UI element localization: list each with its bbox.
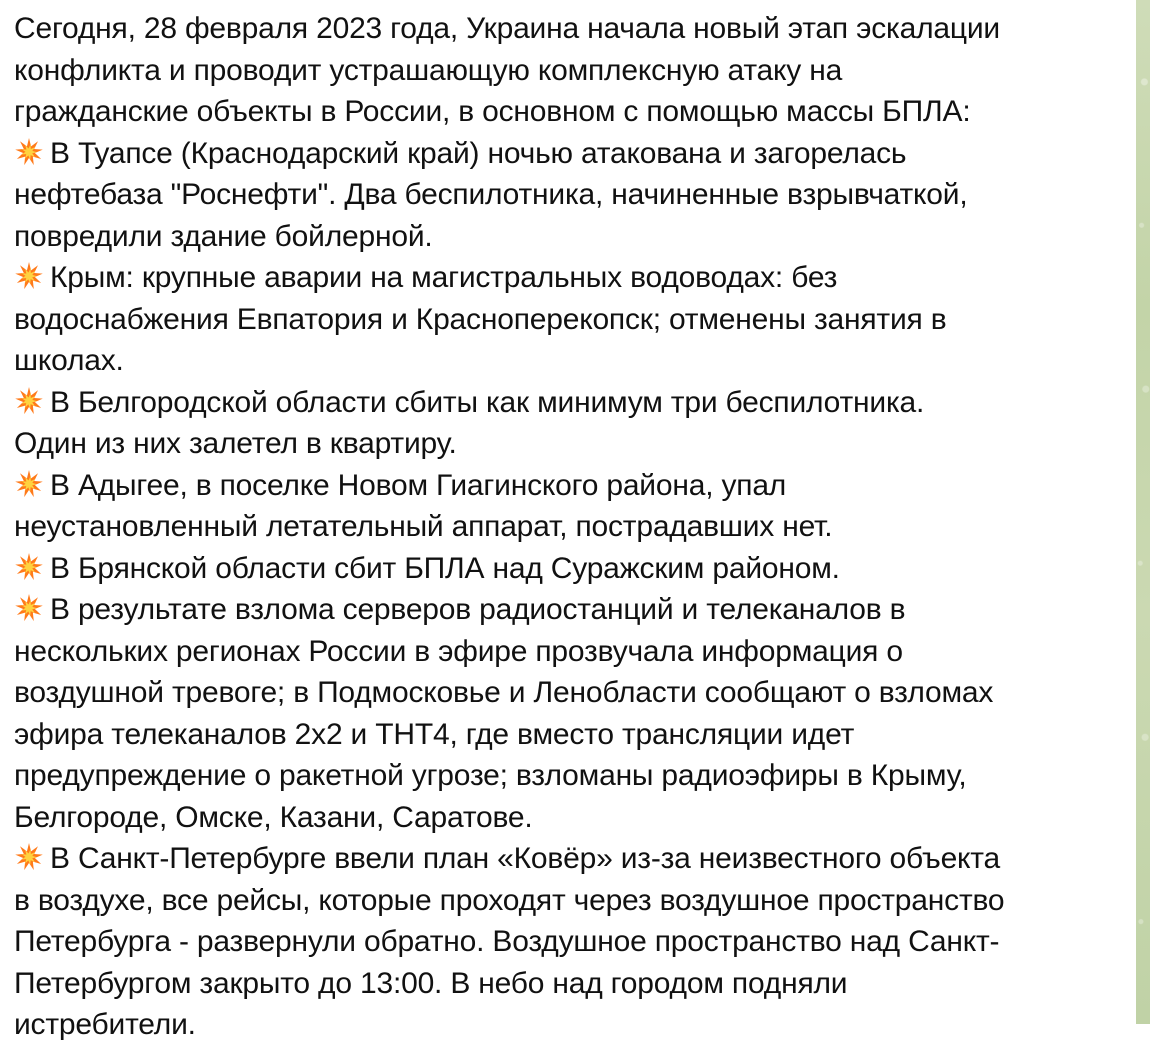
collision-icon (14, 593, 44, 623)
message-line: Петербургом закрыто до 13:00. В небо над городом подняли (14, 966, 848, 1000)
message-line: В Туапсе (Краснодарский край) ночью атакована и загорелась (14, 133, 1136, 175)
message-line: конфликта и проводит устрашающую комплексную атаку на (14, 53, 843, 87)
message-line: истребители. (14, 1008, 196, 1041)
message-line: Белгороде, Омске, Казани, Саратове. (14, 800, 533, 834)
message-line: В Белгородской области сбиты как минимум три беспилотника. (14, 382, 1136, 424)
chat-wallpaper (1136, 0, 1150, 1024)
message-line: Крым: крупные аварии на магистральных водоводах: без (14, 257, 1136, 299)
message-text (14, 8, 1136, 1046)
collision-icon (14, 137, 44, 167)
message-line: эфира телеканалов 2х2 и ТНТ4, где вместо трансляции идет (14, 717, 855, 751)
collision-icon (14, 842, 44, 872)
message-line: Петербурга - развернули обратно. Воздушное пространство над Санкт- (14, 925, 1000, 958)
collision-icon (14, 261, 44, 291)
collision-icon (14, 469, 44, 499)
message-line: В Адыгее, в поселке Новом Гиагинского района, упал (14, 465, 1136, 507)
message-line: воздушной тревоге; в Подмосковье и Ленобласти сообщают о взломах (14, 676, 994, 709)
message-line: Сегодня, 28 февраля 2023 года, Украина начала новый этап эскалации (14, 12, 1000, 45)
message-line: В Брянской области сбит БПЛА над Суражским районом. (14, 548, 1136, 590)
message-line: В результате взлома серверов радиостанций и телеканалов в (14, 589, 1136, 631)
message-line: водоснабжения Евпатория и Красноперекопск; отменены занятия в (14, 302, 947, 336)
message-line: в воздухе, все рейсы, которые проходят через воздушное пространство (14, 883, 1005, 917)
message-line: неустановленный летательный аппарат, пострадавших нет. (14, 510, 833, 543)
message-line: нескольких регионах России в эфире прозвучала информация о (14, 634, 903, 668)
message-line: Один из них залетел в квартиру. (14, 427, 457, 460)
message-line: школах. (14, 344, 124, 377)
message-line: нефтебаза "Роснефти". Два беспилотника, начиненные взрывчаткой, (14, 178, 968, 211)
message-line: гражданские объекты в России, в основном с помощью массы БПЛА: (14, 95, 971, 128)
message-line: В Санкт-Петербурге ввели план «Ковёр» из-за неизвестного объекта (14, 838, 1136, 880)
collision-icon (14, 386, 44, 416)
collision-icon (14, 552, 44, 582)
message-line: повредили здание бойлерной. (14, 219, 433, 253)
message-line: предупреждение о ракетной угрозе; взломаны радиоэфиры в Крыму, (14, 759, 967, 792)
